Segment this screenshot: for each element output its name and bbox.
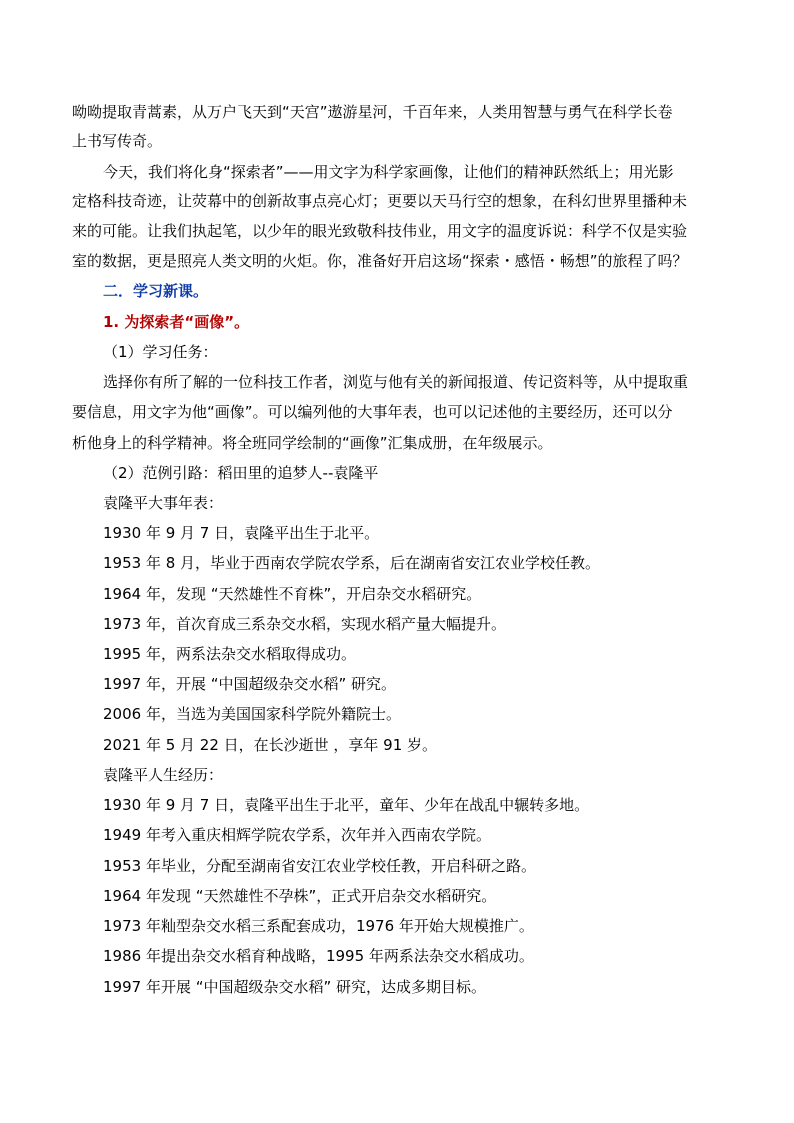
- subsection-heading: 1. 为探索者“画像”。: [103, 313, 250, 331]
- intro-line: 今天，我们将化身“探索者”——用文字为科学家画像，让他们的精神跃然纸上；用光影: [103, 163, 674, 181]
- life-title: 袁隆平人生经历：: [103, 766, 224, 784]
- timeline-item: 2021 年 5 月 22 日，在长沙逝世 ，享年 91 岁。: [103, 736, 438, 754]
- life-item: 1964 年发现 “天然雄性不孕株”，正式开启杂交水稻研究。: [103, 887, 497, 905]
- timeline-item: 1973 年，首次育成三系杂交水稻，实现水稻产量大幅提升。: [103, 615, 506, 633]
- life-item: 1973 年籼型杂交水稻三系配套成功，1976 年开始大规模推广。: [103, 917, 534, 935]
- task-line: 析他身上的科学精神。将全班同学绘制的“画像”汇集成册，在年级展示。: [72, 434, 553, 452]
- timeline-item: 1964 年，发现 “天然雄性不育株”，开启杂交水稻研究。: [103, 585, 482, 603]
- task-line: 选择你有所了解的一位科技工作者，浏览与他有关的新闻报道、传记资料等，从中提取重: [103, 373, 689, 391]
- life-item: 1930 年 9 月 7 日，袁隆平出生于北平，童年、少年在战乱中辗转多地。: [103, 796, 590, 814]
- timeline-item: 1995 年，两系法杂交水稻取得成功。: [103, 645, 356, 663]
- task-line: 要信息，用文字为他“画像”。可以编列他的大事年表，也可以记述他的主要经历，还可以分: [72, 403, 673, 421]
- timeline-title: 袁隆平大事年表：: [103, 494, 224, 512]
- timeline-item: 1930 年 9 月 7 日，袁隆平出生于北平。: [103, 524, 380, 542]
- intro-line: 呦呦提取青蒿素，从万户飞天到“天宫”遨游星河，千百年来，人类用智慧与勇气在科学长卷: [72, 103, 673, 121]
- section-heading: 二．学习新课。: [103, 282, 209, 300]
- task-label: （1）学习任务：: [103, 343, 218, 361]
- timeline-item: 2006 年，当选为美国国家科学院外籍院士。: [103, 705, 401, 723]
- example-label: （2）范例引路：稻田里的追梦人--袁隆平: [103, 464, 379, 482]
- intro-line: 室的数据，更是照亮人类文明的火炬。你，准备好开启这场“探索・感悟・畅想”的旅程了吗？: [72, 252, 688, 270]
- intro-line: 来的可能。让我们执起笔，以少年的眼光致敬科技伟业，用文字的温度诉说：科学不仅是实验: [72, 222, 688, 240]
- life-item: 1949 年考入重庆相辉学院农学系，次年并入西南农学院。: [103, 826, 491, 844]
- life-item: 1997 年开展 “中国超级杂交水稻” 研究，达成多期目标。: [103, 978, 487, 996]
- timeline-item: 1953 年 8 月，毕业于西南农学院农学系，后在湖南省安江农业学校任教。: [103, 554, 601, 572]
- intro-line: 上书写传奇。: [72, 132, 163, 150]
- life-item: 1953 年毕业，分配至湖南省安江农业学校任教，开启科研之路。: [103, 857, 536, 875]
- intro-line: 定格科技奇迹，让荧幕中的创新故事点亮心灯；更要以天马行空的想象，在科幻世界里播种未: [72, 192, 688, 210]
- life-item: 1986 年提出杂交水稻育种战略，1995 年两系法杂交水稻成功。: [103, 947, 534, 965]
- timeline-item: 1997 年，开展 “中国超级杂交水稻” 研究。: [103, 675, 397, 693]
